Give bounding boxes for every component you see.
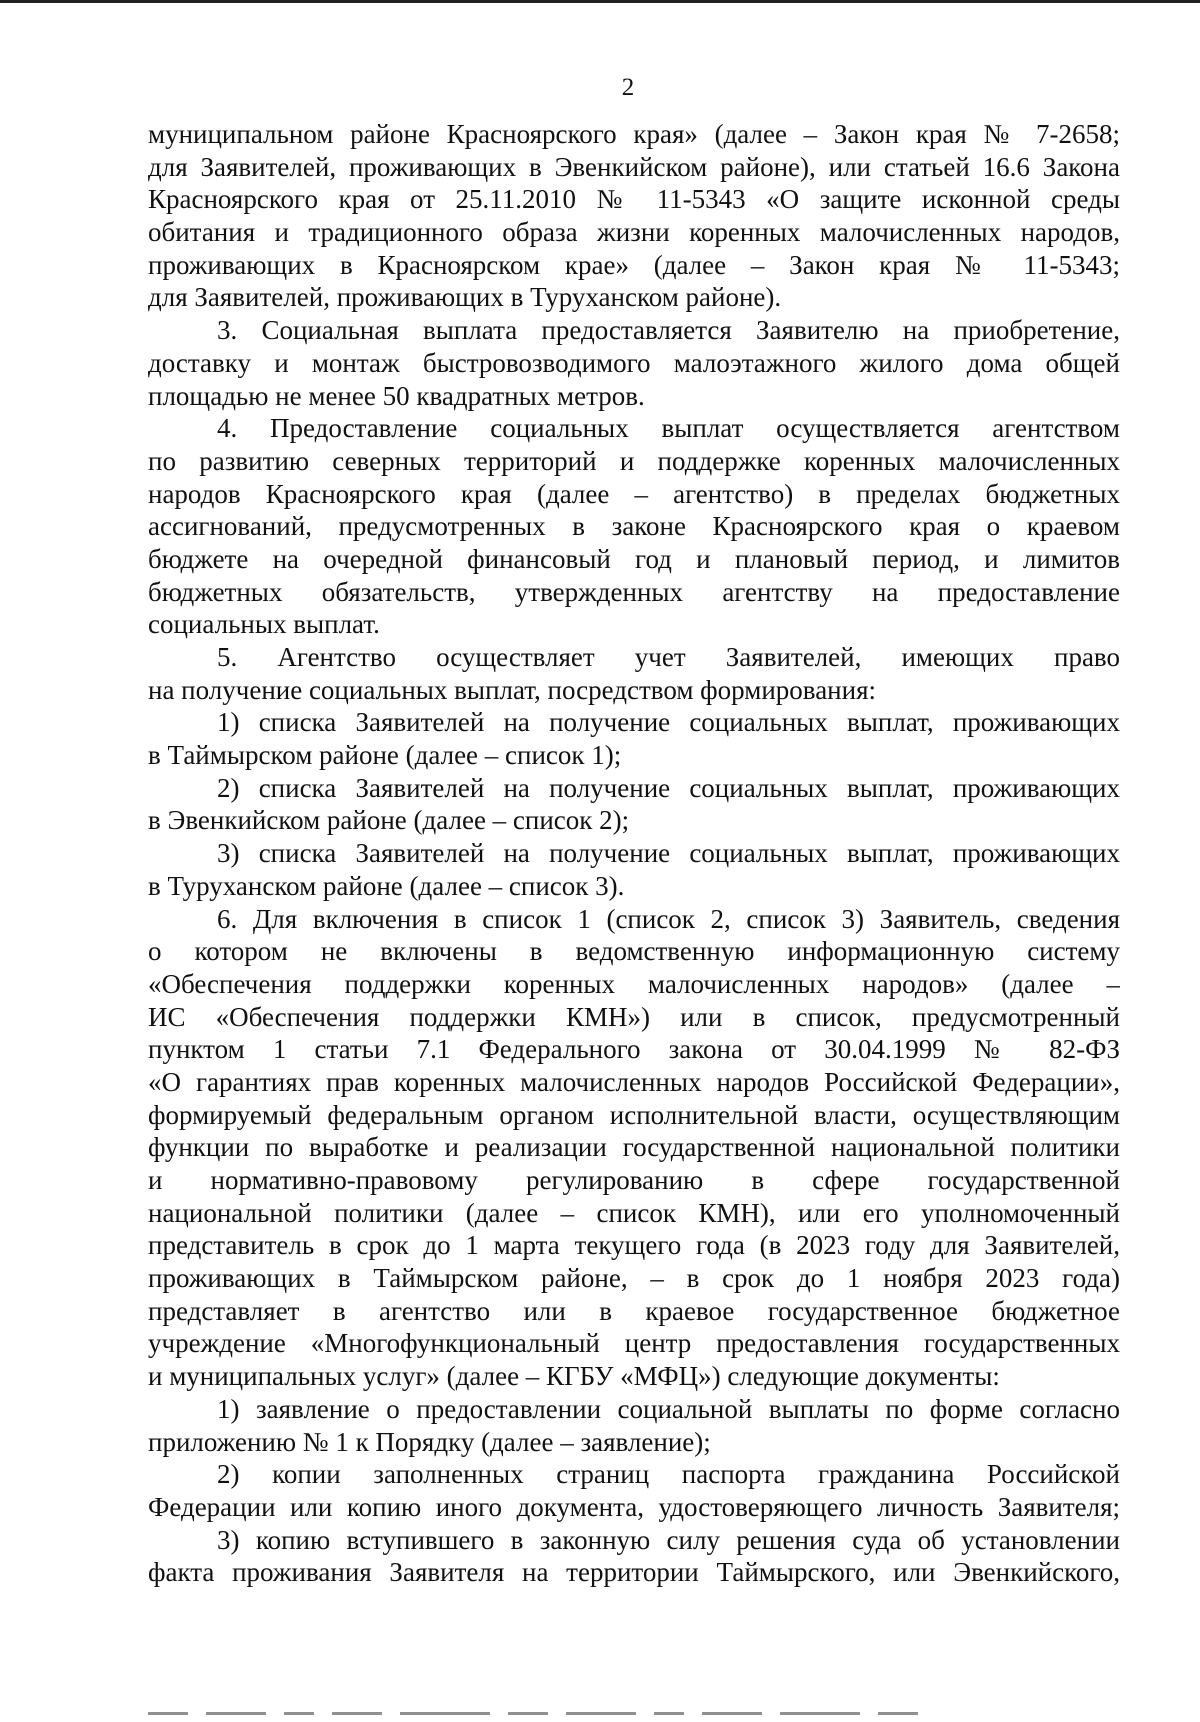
text-line: площадью не менее 50 квадратных метров. — [148, 380, 645, 411]
page-number: 2 — [621, 74, 635, 101]
document-body — [148, 118, 1120, 1589]
text-line: пунктом 1 статьи 7.1 Федерального закона от 30.04.1999 № 82-ФЗ — [148, 1034, 1120, 1065]
text-line: 3) копию вступившего в законную силу решения суда об установлении — [217, 1524, 1120, 1555]
text-line: 3) списка Заявителей на получение социальных выплат, проживающих — [217, 838, 1120, 869]
text-line: бюджетных обязательств, утвержденных агентству на предоставление — [148, 576, 1120, 607]
text-line: учреждение «Многофункциональный центр предоставления государственных — [148, 1328, 1120, 1359]
text-line: функции по выработке и реализации государственной национальной политики — [148, 1132, 1120, 1163]
text-line: «О гарантиях прав коренных малочисленных народов Российской Федерации», — [148, 1066, 1120, 1097]
text-line: факта проживания Заявителя на территории Таймырского, или Эвенкийского, — [148, 1557, 1120, 1588]
text-line: в Эвенкийском районе (далее – список 2); — [148, 805, 630, 836]
text-line: 2) копии заполненных страниц паспорта гражданина Российской — [217, 1459, 1120, 1490]
text-line: 3. Социальная выплата предоставляется Заявителю на приобретение, — [217, 315, 1120, 346]
text-line: ассигнований, предусмотренных в законе Красноярского края о краевом — [148, 511, 1120, 542]
text-line: для Заявителей, проживающих в Эвенкийском районе), или статьей 16.6 Закона — [148, 151, 1120, 182]
text-line: приложению № 1 к Порядку (далее – заявление); — [148, 1426, 711, 1457]
text-line: доставку и монтаж быстровозводимого малоэтажного жилого дома общей — [148, 347, 1120, 378]
text-line: 1) заявление о предоставлении социальной выплаты по форме согласно — [217, 1393, 1120, 1424]
text-line: Красноярского края от 25.11.2010 № 11-5343 «О защите исконной среды — [148, 184, 1120, 215]
text-line: и муниципальных услуг» (далее – КГБУ «МФЦ») следующие документы: — [148, 1361, 1000, 1392]
text-line: народов Красноярского края (далее – агентство) в пределах бюджетных — [148, 478, 1120, 509]
text-line: бюджете на очередной финансовый год и плановый период, и лимитов — [148, 543, 1120, 574]
text-line: 2) списка Заявителей на получение социальных выплат, проживающих — [217, 772, 1120, 803]
text-line: 1) списка Заявителей на получение социальных выплат, проживающих — [217, 707, 1120, 738]
text-line: для Заявителей, проживающих в Туруханском районе). — [148, 282, 782, 313]
text-line: «Обеспечения поддержки коренных малочисленных народов» (далее – — [148, 968, 1120, 999]
text-line: на получение социальных выплат, посредством формирования: — [148, 674, 876, 705]
text-line: и нормативно-правовому регулированию в сфере государственной — [148, 1165, 1120, 1195]
text-line: ИС «Обеспечения поддержки КМН») или в список, предусмотренный — [148, 1001, 1120, 1032]
text-line: в Таймырском районе (далее – список 1); — [148, 740, 622, 771]
text-line: представитель в срок до 1 марта текущего года (в 2023 году для Заявителей, — [148, 1230, 1120, 1261]
text-line: формируемый федеральным органом исполнительной власти, осуществляющим — [148, 1099, 1120, 1130]
scan-bottom-edge — [148, 1708, 1128, 1718]
text-line: в Туруханском районе (далее – список 3). — [148, 870, 625, 901]
text-line: по развитию северных территорий и поддержке коренных малочисленных — [148, 445, 1120, 476]
text-line: проживающих в Таймырском районе, – в срок до 1 ноября 2023 года) — [148, 1263, 1120, 1294]
text-line: муниципальном районе Красноярского края» (далее – Закон края № 7-2658; — [148, 119, 1120, 149]
text-line: Федерации или копию иного документа, удостоверяющего личность Заявителя; — [148, 1491, 1120, 1522]
text-line: национальной политики (далее – список КМН), или его уполномоченный — [148, 1197, 1120, 1228]
text-line: 5. Агентство осуществляет учет Заявителей, имеющих право — [217, 642, 1120, 672]
text-line: о котором не включены в ведомственную информационную систему — [148, 936, 1120, 967]
text-line: проживающих в Красноярском крае» (далее – Закон края № 11-5343; — [148, 249, 1120, 280]
text-line: обитания и традиционного образа жизни коренных малочисленных народов, — [148, 217, 1120, 248]
page-top-edge — [0, 0, 1200, 3]
text-line: социальных выплат. — [148, 609, 380, 640]
text-line: 4. Предоставление социальных выплат осуществляется агентством — [217, 413, 1120, 444]
text-line: 6. Для включения в список 1 (список 2, список 3) Заявитель, сведения — [217, 903, 1120, 934]
text-line: представляет в агентство или в краевое государственное бюджетное — [148, 1295, 1120, 1326]
